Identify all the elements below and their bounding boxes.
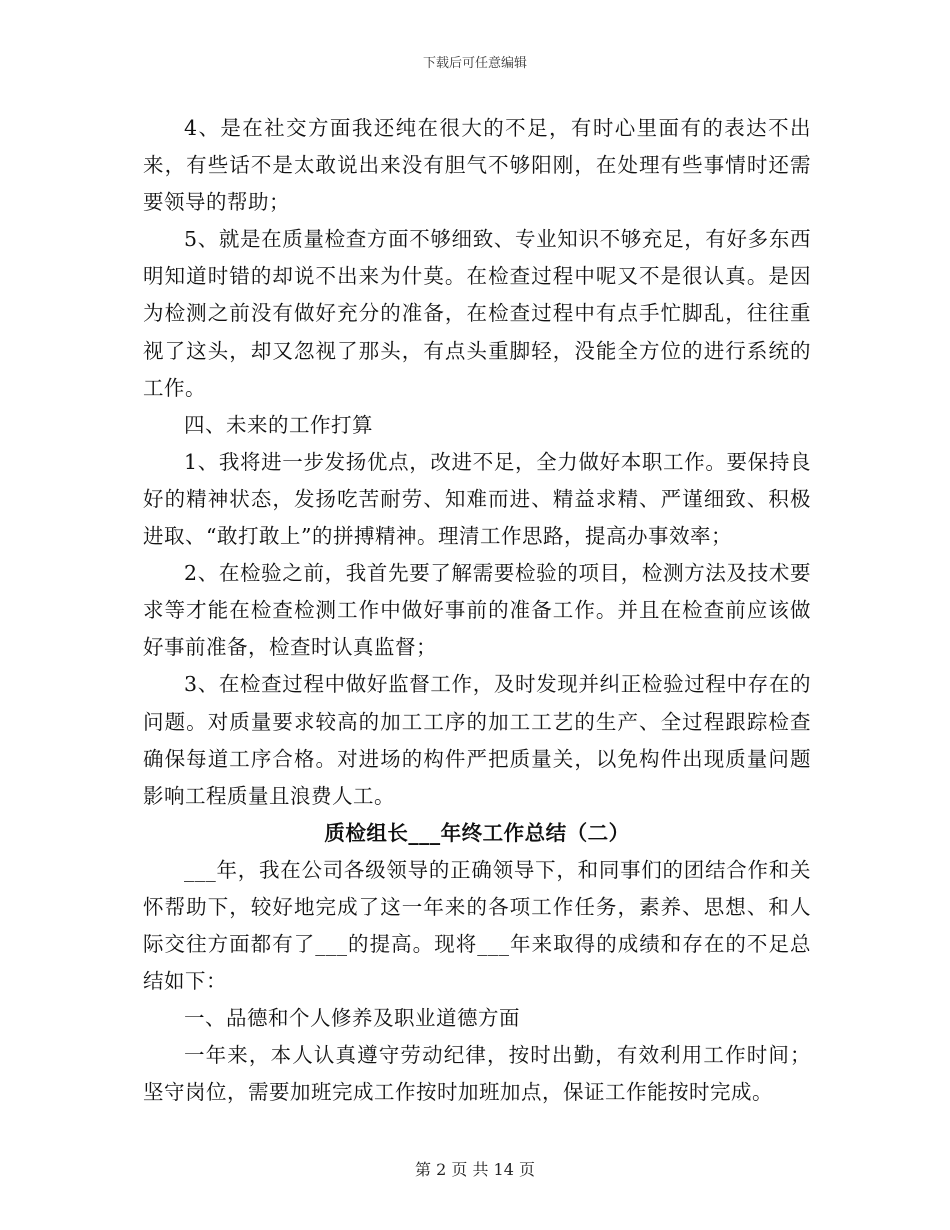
section-heading-ethics: 一、品德和个人修养及职业道德方面 (184, 1006, 520, 1031)
document-body (143, 110, 811, 1112)
paragraph-ethics: 一年来，本人认真遵守劳动纪律，按时出勤，有效利用工作时间；坚守岗位，需要加班完成工作按时加班加点，保证工作能按时完成。 (143, 1043, 811, 1105)
paragraph-plan-1: 1、我将进一步发扬优点，改进不足，全力做好本职工作。要保持良好的精神状态，发扬吃苦耐劳、知难而进、精益求精、严谨细致、积极进取、“敢打敢上”的拼搏精神。理清工作思路，提高办事效率； (143, 449, 811, 549)
page-number: 第 2 页 共 14 页 (415, 1160, 535, 1179)
paragraph-plan-3: 3、在检查过程中做好监督工作，及时发现并纠正检验过程中存在的问题。对质量要求较高的加工工序的加工工艺的生产、全过程跟踪检查确保每道工序合格。对进场的构件严把质量关，以免构件出现质量问题影响工程质量且浪费人工。 (143, 672, 811, 808)
page-header: 下载后可任意编辑 (422, 56, 527, 71)
paragraph-item-4: 4、是在社交方面我还纯在很大的不足，有时心里面有的表达不出来，有些话不是太敢说出来没有胆气不够阳刚，在处理有些事情时还需要领导的帮助； (143, 116, 811, 215)
document-section-title: 质检组长___年终工作总结（二） (324, 820, 630, 845)
paragraph-plan-2: 2、在检验之前，我首先要了解需要检验的项目，检测方法及技术要求等才能在检查检测工作中做好事前的准备工作。并且在检查前应该做好事前准备，检查时认真监督； (143, 561, 811, 660)
section-heading-future-plans: 四、未来的工作打算 (184, 412, 373, 437)
paragraph-item-5: 5、就是在质量检查方面不够细致、专业知识不够充足，有好多东西明知道时错的却说不出来为什莫。在检查过程中呢又不是很认真。是因为检测之前没有做好充分的准备，在检查过程中有点手忙脚乱，往往重视了这头，却又忽视了那头，有点头重脚轻，没能全方位的进行系统的工作。 (143, 227, 811, 400)
paragraph-intro: ___年，我在公司各级领导的正确领导下，和同事们的团结合作和关怀帮助下，较好地完成了这一年来的各项工作任务，素养、思想、和人际交往方面都有了___的提高。现将___年来取得的成绩和存在的不足总结如下： (143, 857, 811, 994)
